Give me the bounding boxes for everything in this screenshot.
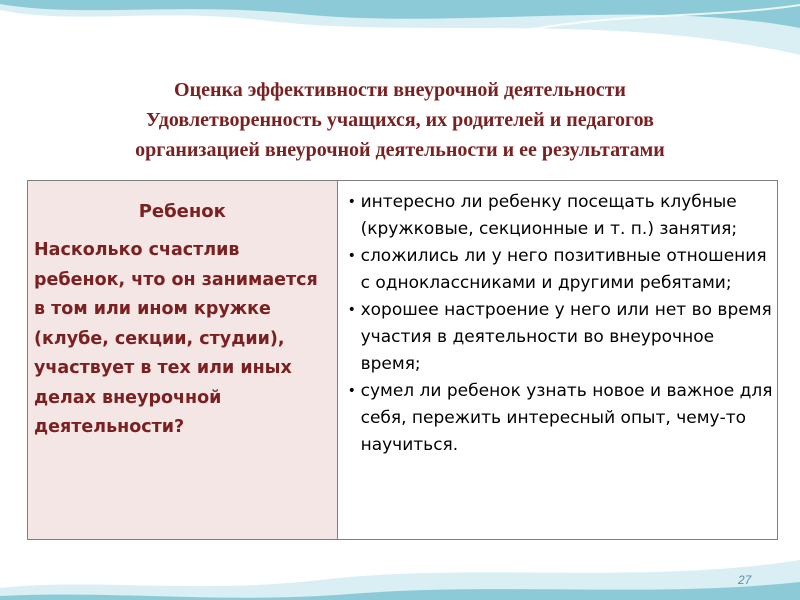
page-number: 27 [738, 573, 752, 587]
list-item: • сложились ли у него позитивные отношения с одноклассниками и другими ребятами; [348, 243, 773, 297]
right-cell [338, 181, 778, 540]
bullet-icon: • [347, 383, 356, 399]
criteria-list [348, 189, 773, 459]
criteria-table [27, 180, 778, 540]
list-item: • сумел ли ребенок узнать новое и важное для себя, пережить интересный опыт, чему-то научиться. [348, 378, 773, 459]
title-line-2: Удовлетворенность учащихся, их родителей и педагогов [146, 109, 654, 131]
list-item: • интересно ли ребенку посещать клубные (кружковые, секционные и т. п.) занятия; [348, 189, 773, 243]
bullet-icon: • [347, 194, 356, 210]
bullet-icon: • [347, 248, 356, 264]
slide-title [0, 75, 800, 165]
cell-question: Насколько счастлив ребенок, что он занимается в том или ином кружке (клубе, секции, студии), участвует в тех или иных делах внеурочной деятельности? [34, 240, 318, 437]
title-line-1: Оценка эффективности внеурочной деятельности [174, 79, 626, 101]
list-item: • хорошее настроение у него или нет во время участия в деятельности во внеурочное время; [348, 297, 773, 378]
left-cell [28, 181, 338, 540]
cell-heading-child: Ребенок [138, 201, 226, 222]
bullet-icon: • [347, 302, 356, 318]
title-line-3: организацией внеурочной деятельности и ее результатами [135, 139, 665, 161]
